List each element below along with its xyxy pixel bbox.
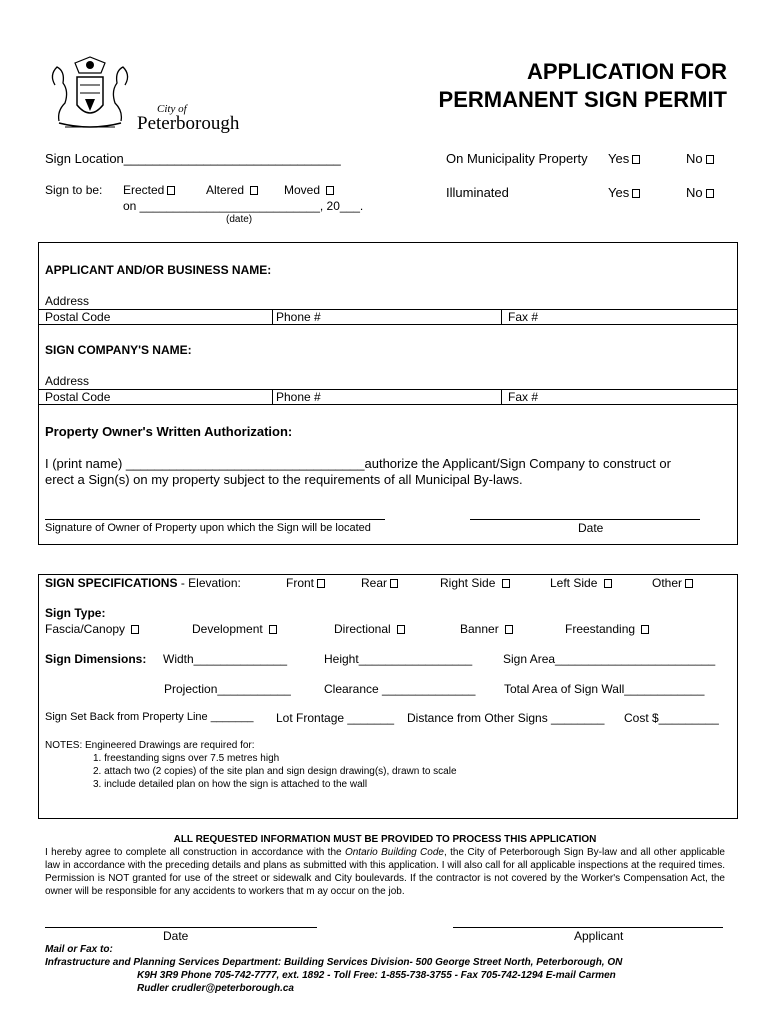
left-side-label: Left Side bbox=[550, 576, 598, 590]
municipality-yes-checkbox[interactable] bbox=[608, 151, 640, 166]
divider bbox=[501, 309, 502, 324]
checkbox-icon bbox=[269, 625, 277, 634]
note-1: 1. freestanding signs over 7.5 metres high bbox=[93, 753, 280, 764]
owner-date-line[interactable] bbox=[470, 519, 700, 520]
company-fax-field[interactable]: Fax # bbox=[508, 390, 539, 404]
checkbox-icon bbox=[706, 189, 714, 198]
checkbox-icon bbox=[317, 579, 325, 588]
company-phone-field[interactable]: Phone # bbox=[276, 390, 321, 404]
title-line-2: PERMANENT SIGN PERMIT bbox=[438, 87, 727, 112]
illuminated-yes-checkbox[interactable] bbox=[608, 185, 640, 200]
checkbox-icon bbox=[397, 625, 405, 634]
front-label: Front bbox=[286, 576, 315, 590]
date-caption: (date) bbox=[226, 214, 253, 225]
altered-checkbox[interactable] bbox=[206, 183, 258, 197]
sign-area-field[interactable]: Sign Area________________________ bbox=[503, 652, 716, 666]
development-checkbox[interactable] bbox=[192, 622, 277, 636]
required-notice: ALL REQUESTED INFORMATION MUST BE PROVIDED TO PROCESS THIS APPLICATION bbox=[173, 834, 597, 845]
owner-date-caption: Date bbox=[578, 521, 604, 535]
lot-frontage-field[interactable]: Lot Frontage _______ bbox=[276, 711, 395, 725]
applicant-signature-line[interactable] bbox=[453, 927, 723, 928]
divider bbox=[272, 389, 273, 404]
checkbox-icon bbox=[706, 155, 714, 164]
authorization-line-1[interactable]: I (print name) _________________________________authorize the Applicant/Sign Company to construct or bbox=[45, 456, 671, 471]
sign-type-label: Sign Type: bbox=[45, 606, 106, 620]
yes-label: Yes bbox=[608, 185, 630, 200]
distance-field[interactable]: Distance from Other Signs ________ bbox=[407, 711, 605, 725]
agreement-paragraph bbox=[45, 846, 725, 898]
mail-address-3: Rudler crudler@peterborough.ca bbox=[137, 983, 294, 994]
checkbox-icon bbox=[641, 625, 649, 634]
freestanding-checkbox[interactable] bbox=[565, 622, 649, 636]
setback-field[interactable]: Sign Set Back from Property Line _______ bbox=[45, 711, 254, 723]
total-area-field[interactable]: Total Area of Sign Wall____________ bbox=[504, 682, 705, 696]
checkbox-icon bbox=[604, 579, 612, 588]
sign-dimensions-label: Sign Dimensions: bbox=[45, 652, 147, 666]
checkbox-icon bbox=[502, 579, 510, 588]
erected-label: Erected bbox=[123, 183, 165, 197]
city-crest-logo bbox=[45, 55, 240, 135]
agreement-text: I hereby agree to complete all construction in accordance with the bbox=[45, 847, 345, 858]
other-label: Other bbox=[652, 576, 683, 590]
checkbox-icon bbox=[167, 186, 175, 195]
development-label: Development bbox=[192, 622, 263, 636]
agreement-text-rest: , the City of Peterborough Sign By-law and all other applicable law in accordance with the preceding details and plans as submitted with this application. I will also call for all applicable inspections at the required times. Permission is NOT granted for use of the street or sidewalk and City boulevards. If the contractor is not covered by the Worker's Compensation Act, the owner will be responsible for any accidents to workers that m ay occur on the job. bbox=[45, 847, 725, 897]
right-side-checkbox[interactable] bbox=[440, 576, 510, 590]
no-label: No bbox=[686, 151, 703, 166]
checkbox-icon bbox=[632, 155, 640, 164]
banner-checkbox[interactable] bbox=[460, 622, 513, 636]
banner-label: Banner bbox=[460, 622, 499, 636]
applicant-fax-field[interactable]: Fax # bbox=[508, 310, 539, 324]
municipality-no-checkbox[interactable] bbox=[686, 151, 714, 166]
projection-field[interactable]: Projection___________ bbox=[164, 682, 291, 696]
authorization-line-2: erect a Sign(s) on my property subject to the requirements of all Municipal By-laws. bbox=[45, 472, 523, 487]
on-municipality-label: On Municipality Property bbox=[446, 151, 588, 166]
title-line-1: APPLICATION FOR bbox=[526, 59, 727, 84]
directional-checkbox[interactable] bbox=[334, 622, 405, 636]
sign-location-field[interactable]: Sign Location______________________________ bbox=[45, 151, 341, 166]
illuminated-label: Illuminated bbox=[446, 185, 509, 200]
note-2: 2. attach two (2 copies) of the site plan and sign design drawing(s), drawn to scale bbox=[93, 766, 457, 777]
erected-checkbox[interactable] bbox=[123, 183, 175, 197]
right-side-label: Right Side bbox=[440, 576, 496, 590]
mail-label: Mail or Fax to: bbox=[45, 944, 113, 955]
fascia-checkbox[interactable] bbox=[45, 622, 139, 636]
checkbox-icon bbox=[131, 625, 139, 634]
checkbox-icon bbox=[505, 625, 513, 634]
owner-signature-caption: Signature of Owner of Property upon which the Sign will be located bbox=[45, 522, 371, 534]
rear-checkbox[interactable] bbox=[361, 576, 398, 590]
logo-peterborough: Peterborough bbox=[137, 113, 240, 134]
fascia-label: Fascia/Canopy bbox=[45, 622, 126, 636]
altered-label: Altered bbox=[206, 183, 245, 197]
applicant-date-line[interactable] bbox=[45, 927, 317, 928]
front-checkbox[interactable] bbox=[286, 576, 325, 590]
specifications-heading: SIGN SPECIFICATIONS bbox=[45, 576, 178, 590]
elevation-label: - Elevation: bbox=[180, 576, 241, 590]
checkbox-icon bbox=[685, 579, 693, 588]
applicant-address-field[interactable]: Address bbox=[45, 294, 90, 308]
directional-label: Directional bbox=[334, 622, 391, 636]
width-field[interactable]: Width______________ bbox=[163, 652, 288, 666]
clearance-field[interactable]: Clearance ______________ bbox=[324, 682, 476, 696]
notes-heading: NOTES: Engineered Drawings are required for: bbox=[45, 740, 255, 751]
illuminated-no-checkbox[interactable] bbox=[686, 185, 714, 200]
applicant-heading: APPLICANT AND/OR BUSINESS NAME: bbox=[45, 263, 272, 277]
note-3: 3. include detailed plan on how the sign is attached to the wall bbox=[93, 779, 368, 790]
sign-company-heading: SIGN COMPANY'S NAME: bbox=[45, 343, 192, 357]
height-field[interactable]: Height_________________ bbox=[324, 652, 473, 666]
checkbox-icon bbox=[250, 186, 258, 195]
left-side-checkbox[interactable] bbox=[550, 576, 612, 590]
divider bbox=[501, 389, 502, 404]
mail-address-2: K9H 3R9 Phone 705-742-7777, ext. 1892 - Toll Free: 1-855-738-3755 - Fax 705-742-1294 E-mail Carmen bbox=[137, 970, 616, 981]
other-checkbox[interactable] bbox=[652, 576, 693, 590]
freestanding-label: Freestanding bbox=[565, 622, 636, 636]
authorization-heading: Property Owner's Written Authorization: bbox=[45, 424, 293, 439]
yes-label: Yes bbox=[608, 151, 630, 166]
applicant-phone-field[interactable]: Phone # bbox=[276, 310, 321, 324]
sign-to-be-label: Sign to be: bbox=[45, 183, 103, 197]
checkbox-icon bbox=[326, 186, 334, 195]
ontario-building-code: Ontario Building Code bbox=[344, 847, 444, 858]
specifications-heading-row bbox=[45, 576, 241, 590]
rear-label: Rear bbox=[361, 576, 388, 590]
cost-field[interactable]: Cost $_________ bbox=[624, 711, 719, 725]
on-date-field[interactable]: on ___________________________, 20___. bbox=[123, 199, 364, 213]
divider bbox=[38, 404, 738, 405]
checkbox-icon bbox=[390, 579, 398, 588]
divider bbox=[38, 389, 738, 390]
mail-address-1: Infrastructure and Planning Services Department: Building Services Division- 500 George Street North, Peterborough, ON bbox=[45, 957, 623, 968]
applicant-date-caption: Date bbox=[163, 929, 189, 943]
moved-label: Moved bbox=[284, 183, 321, 197]
company-postal-field[interactable]: Postal Code bbox=[45, 390, 111, 404]
moved-checkbox[interactable] bbox=[284, 183, 334, 197]
divider bbox=[38, 309, 738, 310]
applicant-section bbox=[38, 242, 738, 545]
divider bbox=[38, 324, 738, 325]
owner-signature-line[interactable] bbox=[45, 519, 385, 520]
applicant-postal-field[interactable]: Postal Code bbox=[45, 310, 111, 324]
applicant-signature-caption: Applicant bbox=[574, 929, 624, 943]
checkbox-icon bbox=[632, 189, 640, 198]
logo-city-of: City of bbox=[157, 103, 187, 115]
divider bbox=[272, 309, 273, 324]
company-address-field[interactable]: Address bbox=[45, 374, 90, 388]
no-label: No bbox=[686, 185, 703, 200]
